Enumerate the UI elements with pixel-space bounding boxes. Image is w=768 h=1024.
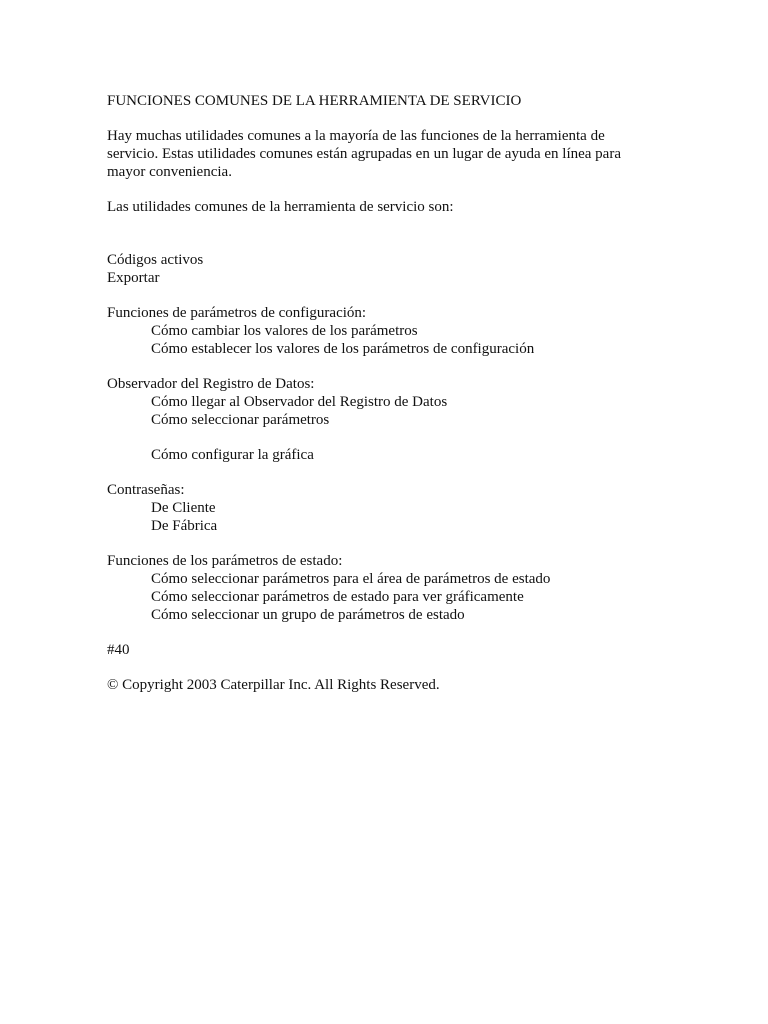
config-heading: Funciones de parámetros de configuración:	[107, 305, 367, 321]
passwords-heading: Contraseñas:	[107, 482, 185, 498]
passwords-sub-item: De Fábrica	[151, 518, 218, 534]
datalog-sub-item: Cómo seleccionar parámetros	[151, 412, 330, 428]
datalog-heading: Observador del Registro de Datos:	[107, 376, 315, 392]
page-title: FUNCIONES COMUNES DE LA HERRAMIENTA DE SERVICIO	[107, 93, 522, 109]
status-sub-item: Cómo seleccionar parámetros de estado para ver gráficamente	[151, 589, 524, 605]
list-intro: Las utilidades comunes de la herramienta de servicio son:	[107, 199, 454, 215]
item-active-codes: Códigos activos	[107, 252, 204, 268]
item-export: Exportar	[107, 270, 160, 286]
datalog-sub-item: Cómo configurar la gráfica	[151, 447, 314, 463]
copyright-notice: © Copyright 2003 Caterpillar Inc. All Rights Reserved.	[107, 677, 440, 693]
status-sub-item: Cómo seleccionar un grupo de parámetros de estado	[151, 607, 465, 623]
intro-line-2: servicio. Estas utilidades comunes están agrupadas en un lugar de ayuda en línea para	[107, 146, 621, 162]
config-sub-item: Cómo cambiar los valores de los parámetros	[151, 323, 418, 339]
intro-line-1: Hay muchas utilidades comunes a la mayoría de las funciones de la herramienta de	[107, 128, 605, 144]
status-heading: Funciones de los parámetros de estado:	[107, 553, 343, 569]
datalog-sub-item: Cómo llegar al Observador del Registro de Datos	[151, 394, 448, 410]
passwords-sub-item: De Cliente	[151, 500, 216, 516]
config-sub-item: Cómo establecer los valores de los parámetros de configuración	[151, 341, 535, 357]
intro-line-3: mayor conveniencia.	[107, 164, 232, 180]
document-page	[107, 92, 667, 694]
status-sub-item: Cómo seleccionar parámetros para el área de parámetros de estado	[151, 571, 551, 587]
page-number: #40	[107, 642, 130, 658]
